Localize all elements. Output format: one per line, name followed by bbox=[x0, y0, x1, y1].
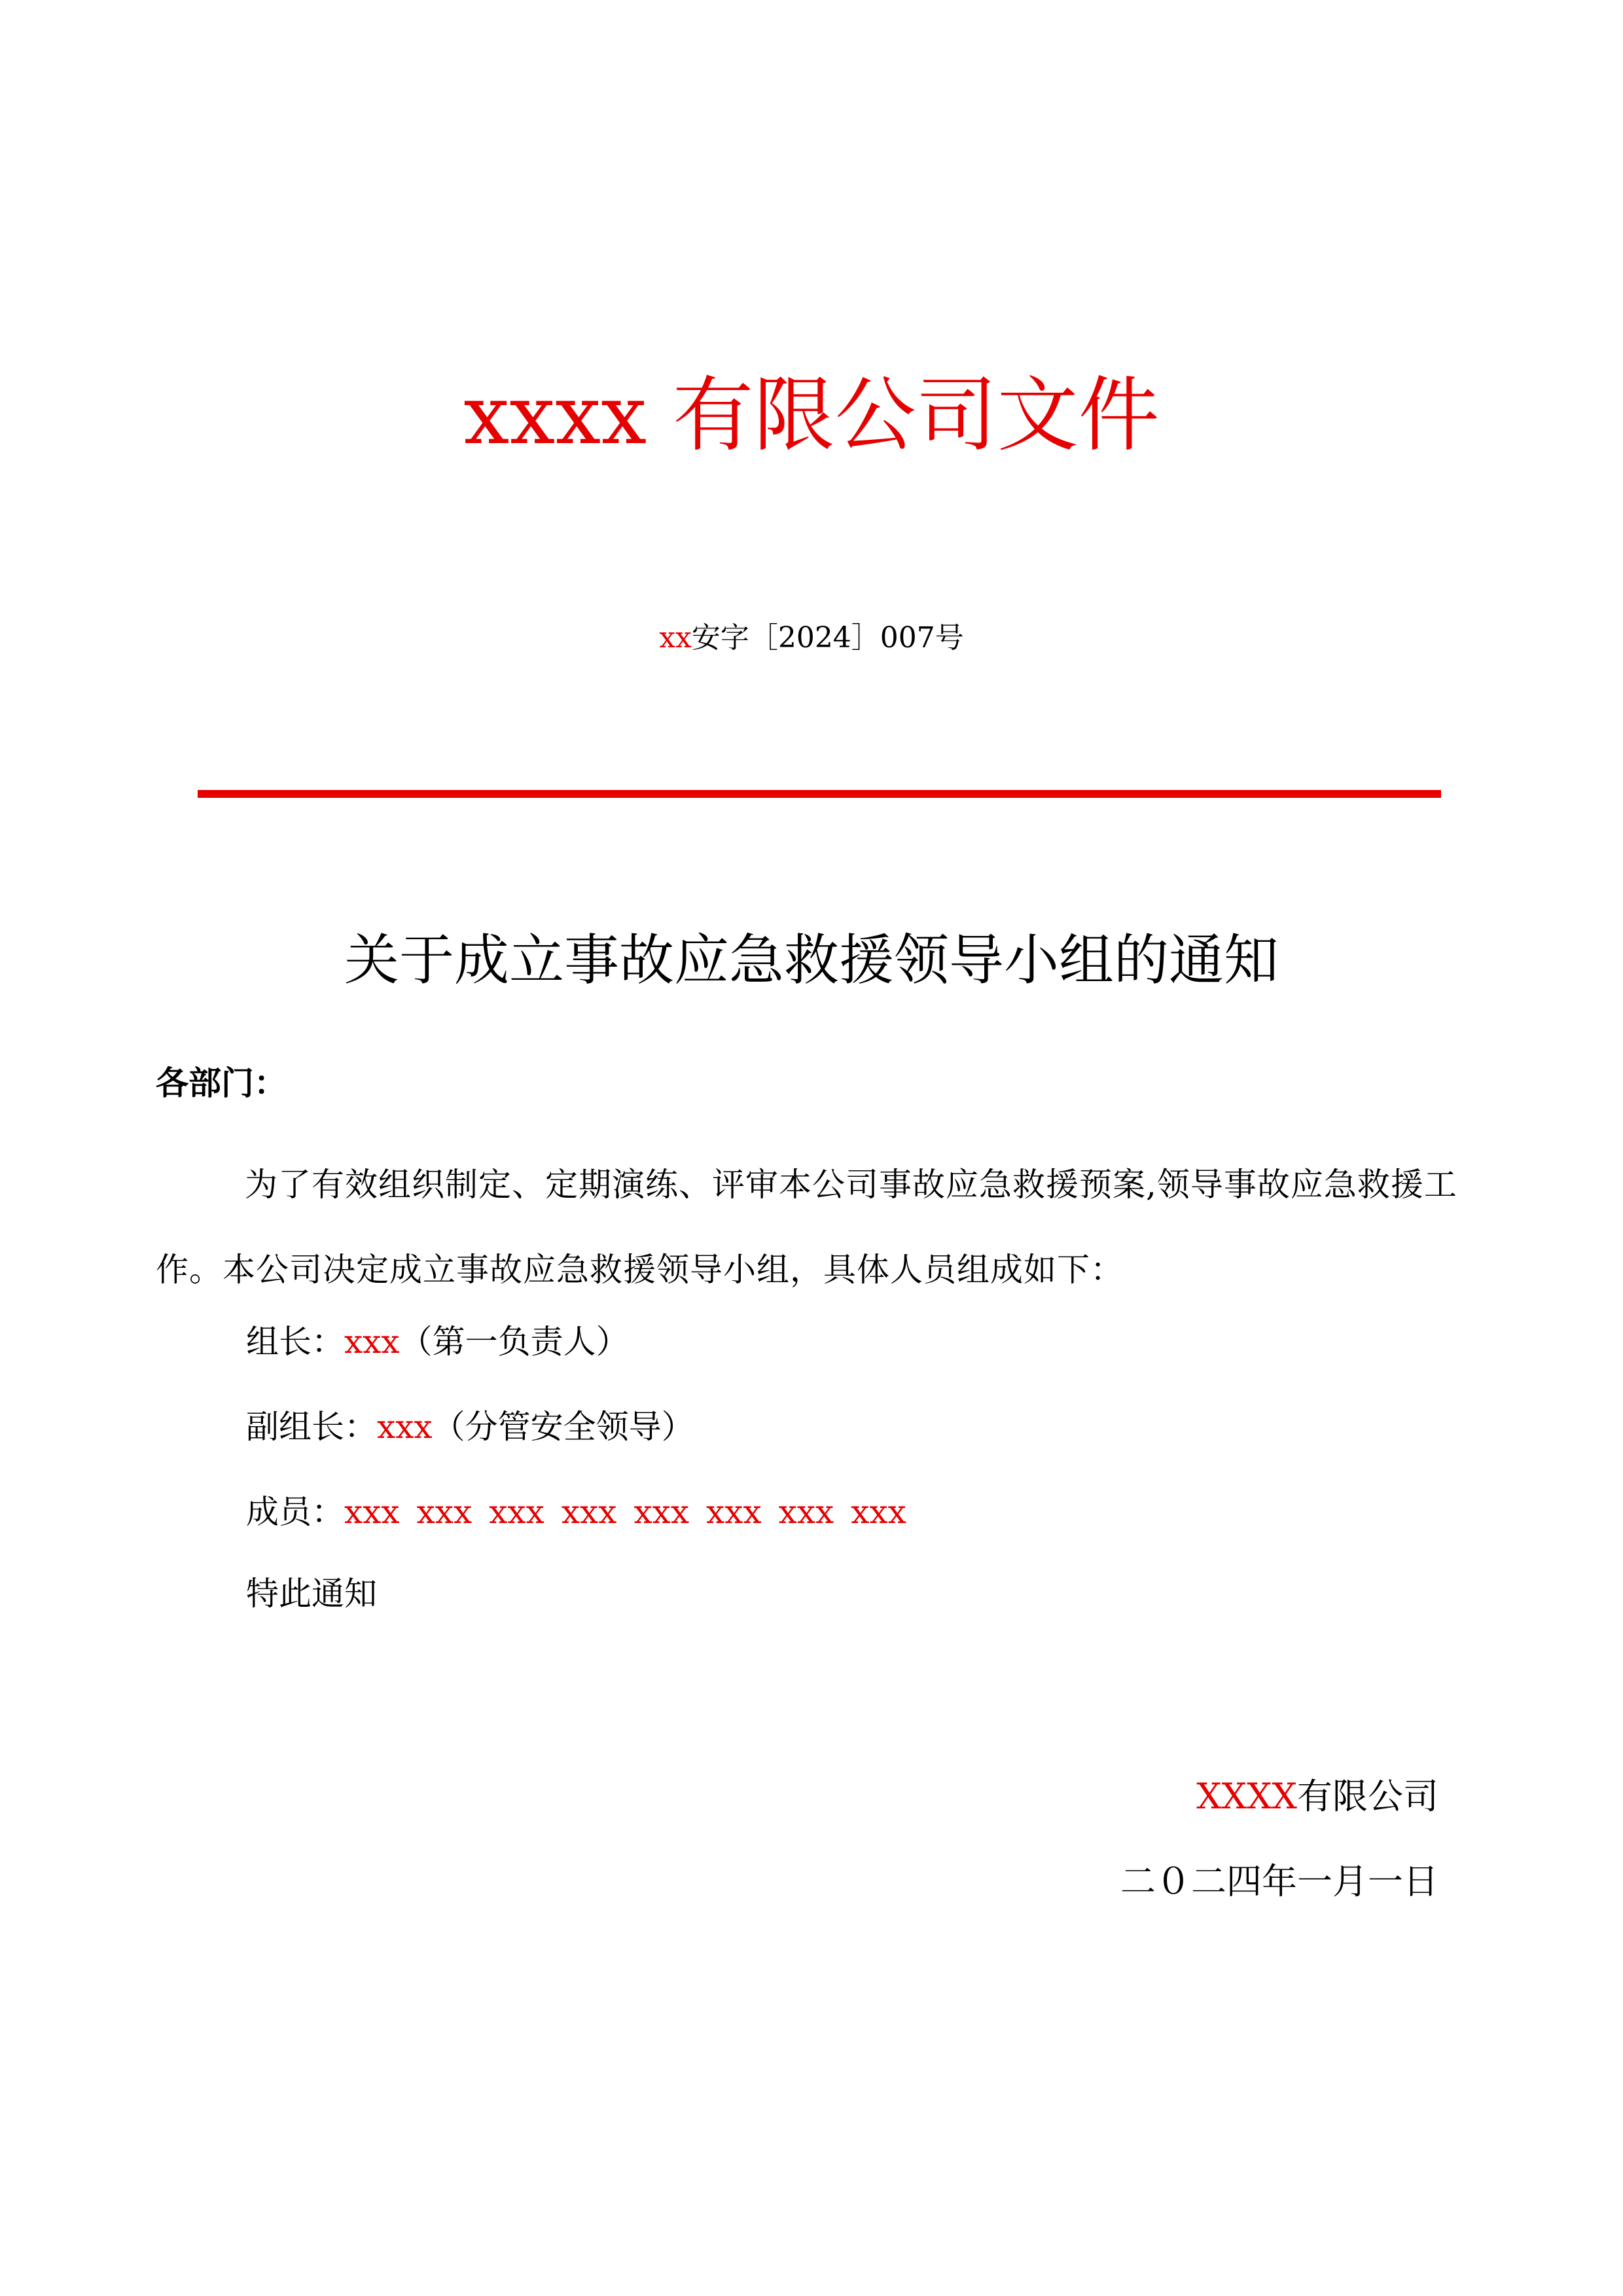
member-name: xxx bbox=[416, 1493, 473, 1531]
red-separator-line bbox=[198, 790, 1441, 798]
document-header-title bbox=[0, 367, 1623, 465]
deputy-name: xxx bbox=[377, 1408, 433, 1446]
doc-number-rest: 安字［2024］007号 bbox=[691, 621, 964, 655]
leader-label: 组长： bbox=[246, 1323, 344, 1361]
leader-role: （第一负责人） bbox=[399, 1323, 629, 1361]
member-name: xxx bbox=[706, 1493, 762, 1531]
doc-number-prefix: xx bbox=[659, 621, 692, 655]
signature-company-suffix: 有限公司 bbox=[1297, 1776, 1438, 1817]
member-name: xxx bbox=[344, 1493, 400, 1531]
deputy-role: （分管安全领导） bbox=[432, 1408, 694, 1446]
members-list bbox=[344, 1493, 923, 1531]
signature-company-placeholder: XXXX bbox=[1196, 1776, 1297, 1817]
member-name: xxx bbox=[489, 1493, 544, 1531]
deputy-label: 副组长： bbox=[246, 1408, 377, 1446]
header-title-suffix: 有限公司文件 bbox=[672, 368, 1160, 463]
body-paragraph: 为了有效组织制定、定期演练、评审本公司事故应急救援预案,领导事故应急救援工作。本公司决定成立事故应急救援领导小组，具体人员组成如下： bbox=[156, 1166, 1457, 1289]
notice-title: 关于成立事故应急救援领导小组的通知 bbox=[344, 928, 1279, 992]
members-line bbox=[246, 1489, 923, 1535]
member-name: xxx bbox=[778, 1493, 834, 1531]
member-name: xxx bbox=[561, 1493, 617, 1531]
deputy-leader-line bbox=[246, 1404, 694, 1450]
header-company-placeholder: xxxx bbox=[463, 368, 647, 463]
leader-line bbox=[246, 1319, 629, 1365]
closing-text: 特此通知 bbox=[246, 1575, 377, 1613]
member-name: xxx bbox=[851, 1493, 906, 1531]
member-name: xxx bbox=[633, 1493, 690, 1531]
document-number bbox=[0, 619, 1623, 658]
signature-date: 二０二四年一月一日 bbox=[1120, 1861, 1438, 1902]
leader-name: xxx bbox=[344, 1323, 400, 1361]
members-label: 成员： bbox=[246, 1493, 344, 1531]
salutation: 各部门： bbox=[156, 1064, 287, 1102]
signature-company bbox=[1196, 1774, 1438, 1820]
